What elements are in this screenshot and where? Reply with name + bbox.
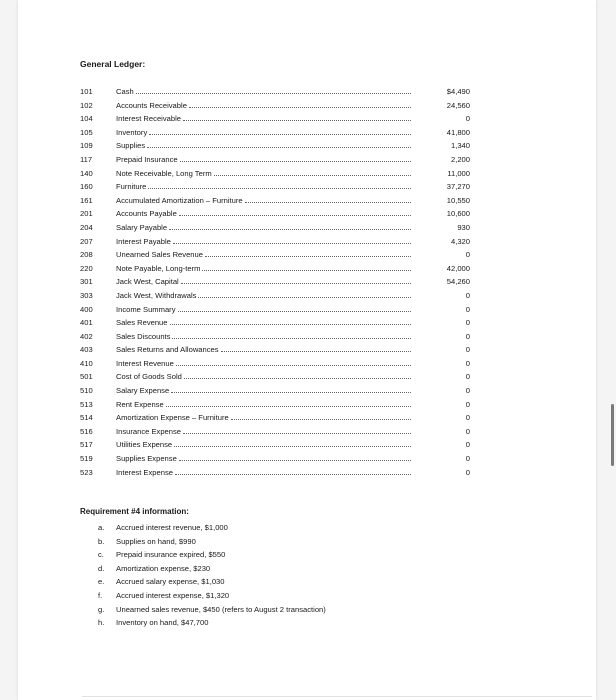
ledger-row [80,303,470,317]
account-name-cell [116,126,411,140]
account-number: 220 [80,263,93,273]
account-balance: 0 [465,386,470,396]
dot-leader [184,377,411,379]
account-number: 402 [80,331,93,341]
account-name: Amortization Expense – Furniture [116,413,229,423]
requirement-item [80,562,480,576]
ledger-row [80,126,470,140]
account-balance: 0 [465,454,470,464]
account-number: 102 [80,100,93,110]
requirement-item [80,575,480,589]
account-balance: 0 [465,440,470,450]
account-name: Sales Discounts [116,331,171,341]
account-name: Supplies [116,141,146,151]
account-balance: 930 [457,222,470,232]
account-name-cell [116,357,411,371]
account-name: Accumulated Amortization – Furniture [116,195,243,205]
requirement-text: Supplies on hand, $990 [116,536,196,546]
requirement-item [80,589,480,603]
account-balance: 37,270 [446,182,470,192]
requirement-item [80,616,480,630]
dot-leader [205,255,411,257]
dot-leader [176,364,411,366]
ledger-row [80,452,470,466]
account-number: 410 [80,358,93,368]
requirement-letter: h. [98,618,105,628]
account-number: 517 [80,440,93,450]
ledger-row [80,425,470,439]
ledger-row [80,316,470,330]
account-name-cell [116,289,411,303]
account-number: 400 [80,304,93,314]
dot-leader [147,146,411,148]
requirement-letter: c. [98,550,104,560]
account-balance: 0 [465,318,470,328]
account-name-cell [116,343,411,357]
account-balance: $4,490 [446,87,470,96]
dot-leader [198,296,411,298]
ledger-row [80,370,470,384]
account-name-cell [116,262,411,276]
account-balance: 24,560 [446,100,470,110]
dot-leader [202,269,411,271]
requirement-text: Unearned sales revenue, $450 (refers to August 2 transaction) [116,604,326,614]
requirement-letter: b. [98,536,105,546]
account-name: Utilities Expense [116,440,173,450]
account-name-cell [116,221,411,235]
requirement-letter: e. [98,577,105,587]
account-number: 513 [80,399,93,409]
account-name-cell [116,275,411,289]
dot-leader [183,432,411,434]
account-name: Sales Revenue [116,318,168,328]
account-number: 501 [80,372,93,382]
ledger-row [80,357,470,371]
account-number: 401 [80,318,93,328]
dot-leader [172,337,411,339]
account-name-cell [116,425,411,439]
account-balance: 0 [465,290,470,300]
account-number: 109 [80,141,93,151]
account-name-cell [116,139,411,153]
account-number: 208 [80,250,93,260]
dot-leader [179,459,411,461]
ledger-row [80,221,470,235]
account-balance: 0 [465,467,470,477]
account-name: Prepaid Insurance [116,154,178,164]
dot-leader [180,160,411,162]
account-name: Unearned Sales Revenue [116,250,203,260]
requirement-title: Requirement #4 information: [80,507,189,516]
account-name: Note Payable, Long-term [116,263,201,273]
account-name-cell [116,466,411,480]
requirement-item [80,521,480,535]
account-number: 117 [80,154,93,164]
account-name: Jack West, Capital [116,277,179,287]
account-name: Salary Payable [116,222,168,232]
ledger-row [80,343,470,357]
account-name: Interest Revenue [116,358,174,368]
dot-leader [136,92,411,94]
ledger-row [80,411,470,425]
account-name-cell [116,398,411,412]
ledger-row [80,398,470,412]
dot-leader [173,242,411,244]
account-number: 160 [80,182,93,192]
account-balance: 0 [465,358,470,368]
account-number: 161 [80,195,93,205]
account-name: Accounts Receivable [116,100,187,110]
account-name-cell [116,167,411,181]
account-name: Jack West, Withdrawals [116,290,197,300]
dot-leader [148,187,411,189]
account-balance: 0 [465,114,470,124]
account-number: 301 [80,277,93,287]
requirement-text: Accrued salary expense, $1,030 [116,577,225,587]
dot-leader [231,418,411,420]
ledger-row [80,112,470,126]
ledger-row [80,466,470,480]
account-name-cell [116,370,411,384]
ledger-row [80,85,470,99]
account-balance: 0 [465,413,470,423]
account-name-cell [116,194,411,208]
dot-leader [183,119,411,121]
dot-leader [221,350,411,352]
account-number: 403 [80,345,93,355]
requirement-text: Amortization expense, $230 [116,563,211,573]
dot-leader [181,282,411,284]
account-balance: 0 [465,331,470,341]
account-name: Rent Expense [116,399,164,409]
account-balance: 54,260 [446,277,470,287]
account-name: Inventory [116,127,148,137]
account-name-cell [116,438,411,452]
account-balance: 0 [465,345,470,355]
dot-leader [214,174,411,176]
account-name-cell [116,384,411,398]
requirement-text: Prepaid insurance expired, $550 [116,550,226,560]
ledger-row [80,180,470,194]
ledger-row [80,153,470,167]
account-name-cell [116,207,411,221]
ledger-row [80,235,470,249]
requirement-text: Inventory on hand, $47,700 [116,618,209,628]
account-balance: 42,000 [446,263,470,273]
account-name-cell [116,235,411,249]
requirement-item [80,603,480,617]
ledger-row [80,289,470,303]
scrollbar-thumb[interactable] [611,404,614,466]
ledger-table [80,85,470,479]
account-balance: 0 [465,372,470,382]
account-balance: 11,000 [447,168,470,178]
account-name: Furniture [116,182,147,192]
account-number: 105 [80,127,93,137]
ledger-row [80,330,470,344]
account-name: Interest Receivable [116,114,182,124]
account-name-cell [116,180,411,194]
account-name: Sales Returns and Allowances [116,345,219,355]
account-number: 204 [80,222,93,232]
ledger-row [80,384,470,398]
account-number: 519 [80,454,93,464]
account-balance: 10,550 [446,195,470,205]
requirement-letter: d. [98,563,105,573]
account-number: 516 [80,426,93,436]
dot-leader [166,405,411,407]
account-balance: 41,800 [446,127,470,137]
dot-leader [178,310,411,312]
account-name: Salary Expense [116,386,170,396]
ledger-row [80,248,470,262]
ledger-row [80,139,470,153]
account-number: 303 [80,290,93,300]
ledger-row [80,207,470,221]
ledger-row [80,167,470,181]
account-balance: 0 [465,304,470,314]
account-name-cell [116,153,411,167]
dot-leader [189,106,411,108]
requirement-text: Accrued interest expense, $1,320 [116,590,230,600]
requirement-item [80,535,480,549]
account-number: 523 [80,467,93,477]
account-name: Note Receivable, Long Term [116,168,212,178]
account-number: 140 [80,168,93,178]
dot-leader [149,133,411,135]
account-balance: 0 [465,399,470,409]
account-balance: 1,340 [450,141,470,151]
ledger-row [80,262,470,276]
account-number: 510 [80,386,93,396]
account-name: Cash [116,87,134,96]
dot-leader [179,214,411,216]
ledger-row [80,438,470,452]
ledger-row [80,99,470,113]
requirement-text: Accrued interest revenue, $1,000 [116,523,228,532]
account-name-cell [116,112,411,126]
account-balance: 2,200 [450,154,470,164]
ledger-row [80,275,470,289]
dot-leader [169,228,411,230]
requirement-letter: f. [98,590,103,600]
account-name: Cost of Goods Sold [116,372,182,382]
requirement-letter: g. [98,604,105,614]
requirement-letter: a. [98,523,105,532]
account-name-cell [116,452,411,466]
dot-leader [245,201,411,203]
account-balance: 4,320 [450,236,470,246]
account-name: Supplies Expense [116,454,177,464]
account-name-cell [116,248,411,262]
account-balance: 0 [465,426,470,436]
account-name-cell [116,303,411,317]
account-balance: 0 [465,250,470,260]
account-name: Interest Payable [116,236,171,246]
account-name: Insurance Expense [116,426,182,436]
account-name-cell [116,411,411,425]
account-name-cell [116,330,411,344]
account-name-cell [116,85,411,99]
account-number: 207 [80,236,93,246]
account-balance: 10,600 [446,209,470,219]
account-number: 104 [80,114,93,124]
account-name: Accounts Payable [116,209,177,219]
account-name-cell [116,316,411,330]
account-number: 514 [80,413,93,423]
dot-leader [174,445,411,447]
page-bottom-edge [82,696,592,697]
account-name: Income Summary [116,304,176,314]
account-name: Interest Expense [116,467,173,477]
requirement-list [80,521,480,630]
requirement-item [80,548,480,562]
dot-leader [171,391,411,393]
account-name-cell [116,99,411,113]
ledger-row [80,194,470,208]
dot-leader [175,473,411,475]
account-number: 201 [80,209,93,219]
requirement-section [80,507,480,630]
dot-leader [170,323,411,325]
account-number: 101 [80,87,93,96]
general-ledger-heading: General Ledger: [80,59,146,69]
